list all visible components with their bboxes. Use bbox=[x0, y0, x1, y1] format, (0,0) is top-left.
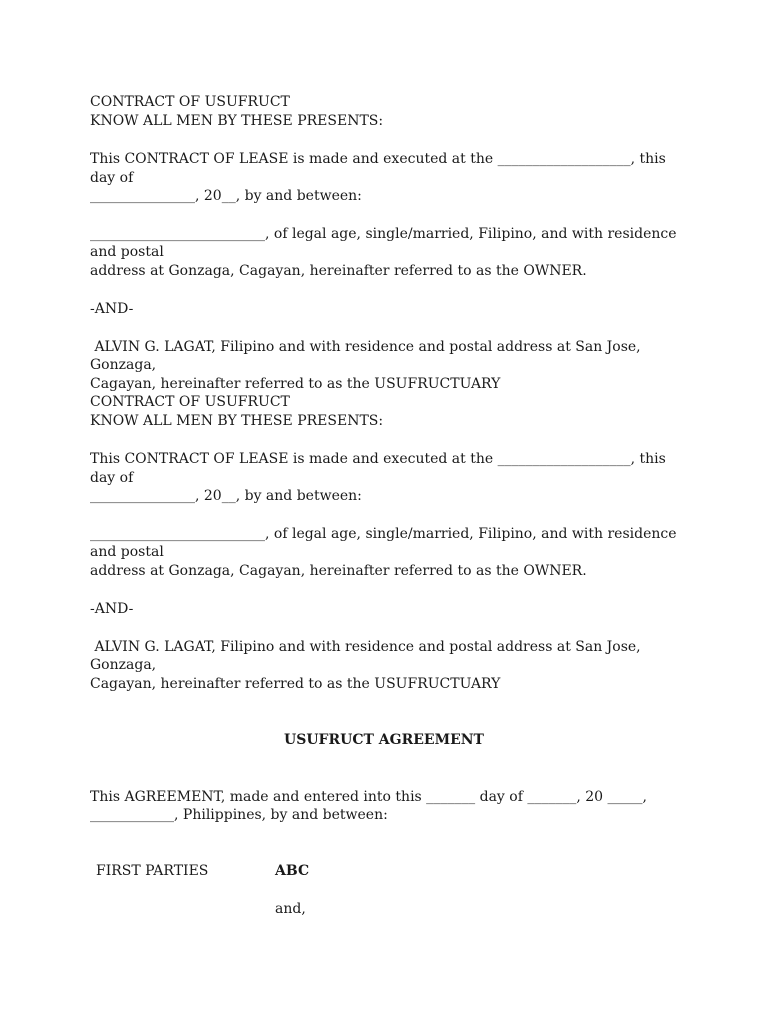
lease-paragraph-line-2: day of bbox=[90, 470, 134, 486]
lease-paragraph-line-2: day of bbox=[90, 170, 134, 186]
first-parties-label: FIRST PARTIES bbox=[96, 863, 209, 879]
lease-paragraph-line-1: This CONTRACT OF LEASE is made and executed at the ___________________, this bbox=[90, 151, 666, 167]
usufructuary-paragraph-line-1: ALVIN G. LAGAT, Filipino and with residence and postal address at San Jose, bbox=[90, 339, 641, 355]
owner-paragraph-line-3: address at Gonzaga, Cagayan, hereinafter referred to as the OWNER. bbox=[90, 563, 587, 579]
usufructuary-paragraph-line-1: ALVIN G. LAGAT, Filipino and with residence and postal address at San Jose, bbox=[90, 639, 641, 655]
contract-title: CONTRACT OF USUFRUCT bbox=[90, 94, 290, 110]
lease-paragraph-line-3: _______________, 20__, by and between: bbox=[90, 488, 362, 504]
conjunction-and: and, bbox=[275, 901, 306, 917]
and-separator: -AND- bbox=[90, 301, 134, 317]
usufructuary-paragraph-line-3: Cagayan, hereinafter referred to as the USUFRUCTUARY bbox=[90, 676, 501, 692]
agreement-intro-line-2: ____________, Philippines, by and between: bbox=[90, 807, 388, 823]
and-separator: -AND- bbox=[90, 601, 134, 617]
agreement-intro-line-1: This AGREEMENT, made and entered into this _______ day of _______, 20 _____, bbox=[90, 789, 647, 805]
first-parties-name: ABC bbox=[275, 863, 310, 879]
owner-paragraph-line-3: address at Gonzaga, Cagayan, hereinafter referred to as the OWNER. bbox=[90, 263, 587, 279]
know-all-men-heading: KNOW ALL MEN BY THESE PRESENTS: bbox=[90, 413, 384, 429]
owner-paragraph-line-2: and postal bbox=[90, 544, 164, 560]
agreement-title: USUFRUCT AGREEMENT bbox=[284, 732, 484, 748]
owner-paragraph-line-1: _________________________, of legal age, single/married, Filipino, and with residence bbox=[90, 526, 677, 542]
know-all-men-heading: KNOW ALL MEN BY THESE PRESENTS: bbox=[90, 113, 384, 129]
contract-title: CONTRACT OF USUFRUCT bbox=[90, 394, 290, 410]
owner-paragraph-line-2: and postal bbox=[90, 244, 164, 260]
usufructuary-paragraph-line-2: Gonzaga, bbox=[90, 657, 157, 673]
usufructuary-paragraph-line-2: Gonzaga, bbox=[90, 357, 157, 373]
lease-paragraph-line-1: This CONTRACT OF LEASE is made and executed at the ___________________, this bbox=[90, 451, 666, 467]
owner-paragraph-line-1: _________________________, of legal age, single/married, Filipino, and with residence bbox=[90, 226, 677, 242]
usufructuary-paragraph-line-3: Cagayan, hereinafter referred to as the USUFRUCTUARY bbox=[90, 376, 501, 392]
lease-paragraph-line-3: _______________, 20__, by and between: bbox=[90, 188, 362, 204]
